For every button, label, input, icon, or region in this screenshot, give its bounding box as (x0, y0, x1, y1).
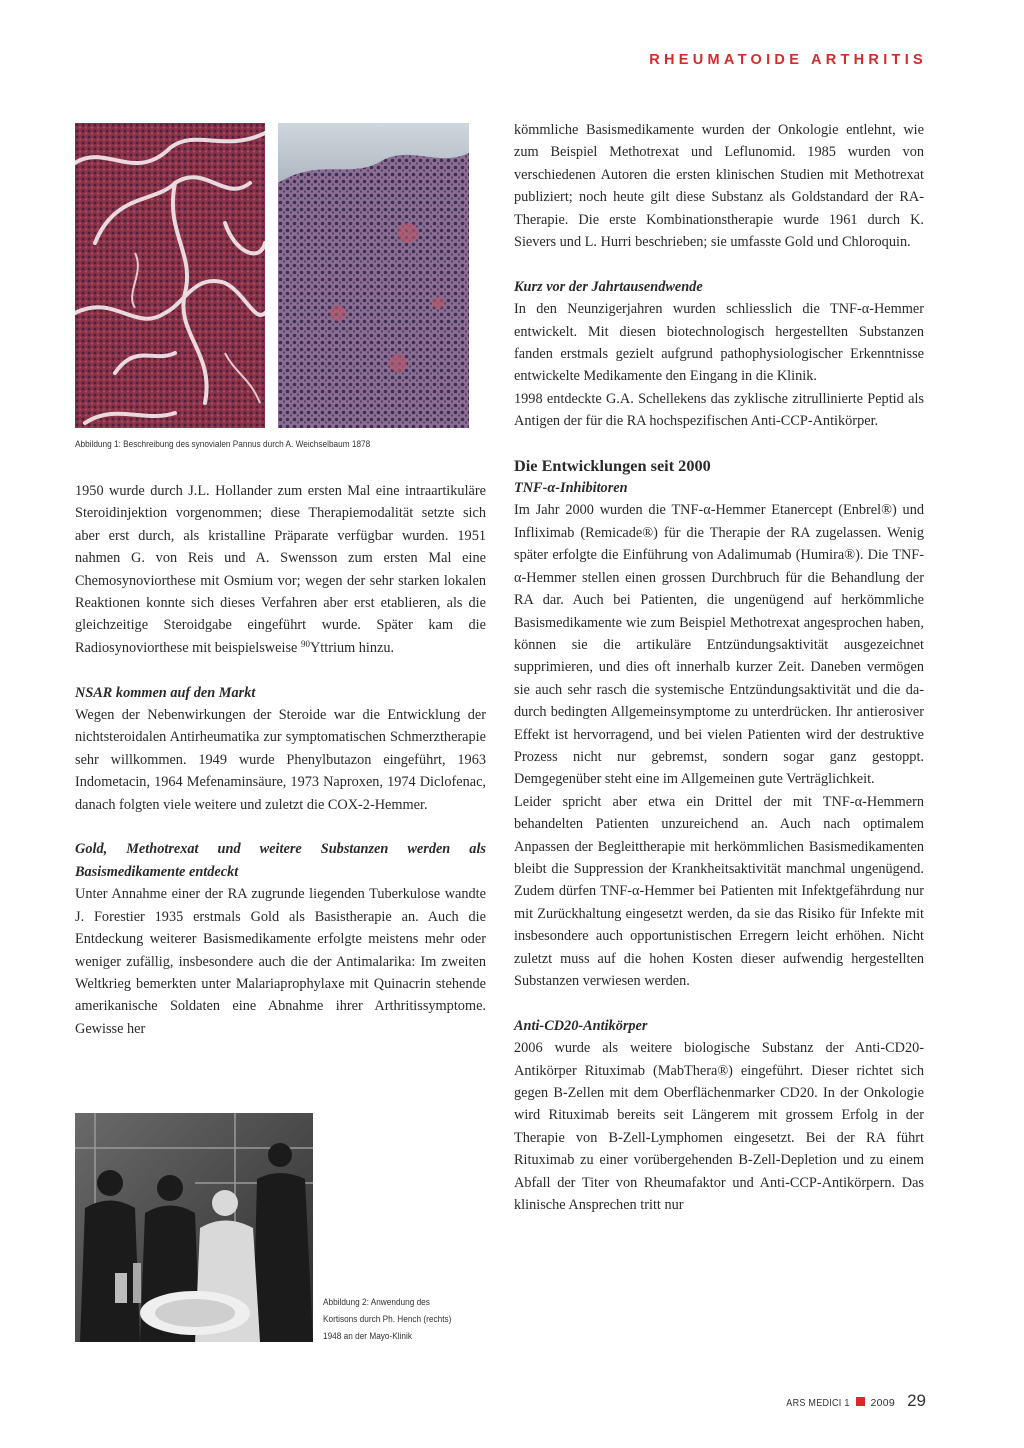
paragraph-schellekens: 1998 entdeckte G.A. Schellekens das zyklische zitrullinierte Peptid als Antigen der für die RA hochspezifischen Anti-CCP-Antikörper. (514, 390, 924, 430)
figure-1-caption: Abbildung 1: Beschreibung des synovialen Pannus durch A. Weichselbaum 1878 (75, 439, 371, 450)
caption-line: 1948 an der Mayo-Klinik (323, 1331, 412, 1342)
subheading-tnf-inhibitoren: TNF-α-Inhibitoren (514, 480, 628, 497)
caption-line: Abbildung 2: Anwendung des (323, 1297, 430, 1308)
red-square-icon (856, 1397, 865, 1406)
page-number: 29 (907, 1391, 926, 1410)
paragraph-hollander (75, 480, 486, 659)
paragraph-tnf-inhibitoren: Im Jahr 2000 wurden die TNF-α-Hemmer Etanercept (Enbrel®) und Infliximab (Remicade®) für die Therapie der RA zugelassen. Wenig später erfolgte die Einführung von Adalimumab (Humira®). Die TNF-α-Hemmer stellen einen grossen Durchbruch für die Behandlung der RA dar. Auch bei Patienten, die ungenügend auf herkömmliche Basismedikamente wie zum Beispiel Methotrexat angesprochen haben, können sie die artikuläre Entzündungsaktivität ausgezeichnet supprimieren, und dies oft innerhalb kurzer Zeit. Daneben vermögen sie auch sehr rasch die systemische Entzündungsaktivität und die dadurch bedingten Allgemeinsymptome zu unterdrücken. Ihr antierosiver Effekt ist hervorragend, und bei vielen Patienten wird der destruktive Prozess nicht nur gebremst, sondern sogar ganz gestoppt. Demgegenüber steht eine im Allgemeinen gute Verträglichkeit. (514, 502, 924, 788)
paragraph-text: Yttrium hinzu. (309, 639, 395, 656)
historic-photo (75, 1113, 313, 1342)
left-column (75, 480, 486, 1040)
paragraph-anti-cd20: 2006 wurde als weitere biologische Substanz der Anti-CD20-Antikörper Rituximab (MabThera®) eingeführt. Dieser richtet sich gegen B-Zellen mit dem Oberflächenmarker CD20. In der Onkologie wird Rituximab bereits seit Längerem mit grossem Erfolg in der Therapie von B-Zell-Lymphomen eingesetzt. Bei der RA führt Rituximab zu einer vorübergehenden B-Zell-Depletion und zu einem Abfall der Titer von Rheumafaktor und Anti-CCP-Antikörpern. Das klinische Ansprechen tritt nur (514, 1040, 924, 1214)
paragraph-text: 1950 wurde durch J.L. Hollander zum ersten Mal eine intraartikuläre Steroidinjektion vorgenommen; diese Therapiemodalität setzte sich aber erst durch, als kristalline Präparate verfügbar wurden. 1951 nahmen G. von Reis und A. Swensson zum ersten Mal eine Chemosynoviorthese mit Osmium vor; wegen der sehr starken lokalen Reaktionen konnte sich dieses Verfahren aber erst etablieren, als die gleichzeitige Steroidgabe eingeführt wurde. Später kam die Radiosynoviorthese mit beispielsweise (75, 483, 486, 656)
issue-year: 2009 (870, 1397, 896, 1409)
subheading-gold: Gold, Methotrexat und weitere Substanzen werden als Basismedikamente entdeckt (75, 841, 486, 880)
paragraph-gold: Unter Annahme einer der RA zugrunde liegenden Tuberkulose wandte J. Forestier 1935 erstmals Gold als Basistherapie an. Auch die Entdeckung weiterer Basismedikamente erfolgte meistens mehr oder weniger zufällig, insbesondere auch die der Antimalarika: Im zweiten Weltkrieg bemerkten unter Malariaprophylaxe mit Quinacrin stehende amerikanische Soldaten eine Abnahme ihrer Arthritissymptome. Gewisse her (75, 886, 486, 1037)
caption-line: Kortisons durch Ph. Hench (rechts) (323, 1314, 452, 1325)
journal-name: ARS MEDICI 1 (786, 1397, 850, 1409)
subheading-anti-cd20: Anti-CD20-Antikörper (514, 1017, 648, 1034)
subheading-jahrtausendwende: Kurz vor der Jahrtausendwende (514, 278, 703, 295)
subheading-nsar: NSAR kommen auf den Markt (75, 684, 256, 701)
isotope-superscript: 90 (300, 638, 310, 649)
paragraph-nsar: Wegen der Nebenwirkungen der Steroide war die Entwicklung der nichtsteroidalen Antirheumatika zur symptomatischen Schmerztherapie sehr willkommen. 1949 wurde Phenylbutazon eingeführt, 1963 Indometacin, 1964 Mefenaminsäure, 1973 Naproxen, 1974 Diclofenac, danach folgten viele weitere und zuletzt die COX-2-Hemmer. (75, 707, 486, 813)
histology-image-right (278, 123, 469, 428)
paragraph-tnf-limitations: Leider spricht aber etwa ein Drittel der mit TNF-α-Hemmern behandelten Patienten unzureichend an. Auch nach optimalem Anpassen der Begleittherapie mit herkömmlichen Basismedikamenten bleibt die Suppression der Krankheitsaktivität manchmal ungenügend. Zudem dürfen TNF-α-Hemmer bei Patienten mit Infektgefährdung nur mit Zurückhaltung eingesetzt werden, da sie das Risiko für Infekte mit insbesondere auch opportunistischen Erregern leicht erhöhen. Nicht zuletzt muss auf die hohen Kosten dieser aufwendig hergestellten Substanzen verwiesen werden. (514, 793, 924, 989)
section-heading-2000: Die Entwicklungen seit 2000 (514, 456, 711, 476)
right-column (514, 119, 924, 1216)
paragraph-basismedikamente: kömmliche Basismedikamente wurden der Onkologie entlehnt, wie zum Beispiel Methotrexat und Leflunomid. 1985 wurden von verschiedenen Autoren die ersten klinischen Studien mit Methotrexat publiziert; noch heute gilt diese Substanz als Goldstandard der RA-Therapie. Die erste Kombinationstherapie wurde 1961 durch K. Sievers und L. Hurri beschrieben; sie umfasste Gold und Chloroquin. (514, 122, 924, 251)
page-footer (776, 1391, 926, 1411)
paragraph-tnf-development: In den Neunzigerjahren wurden schliesslich die TNF-α-Hemmer entwickelt. Mit diesen biotechnologisch hergestellten Substanzen fanden erstmals gezielt aufgrund pathophysiologischer Erkenntnisse entwickelte Medikamente den Eingang in die Klinik. (514, 301, 924, 385)
figure-2-caption (323, 1294, 486, 1345)
running-head: RHEUMATOIDE ARTHRITIS (649, 52, 927, 68)
histology-image-left (75, 123, 265, 428)
